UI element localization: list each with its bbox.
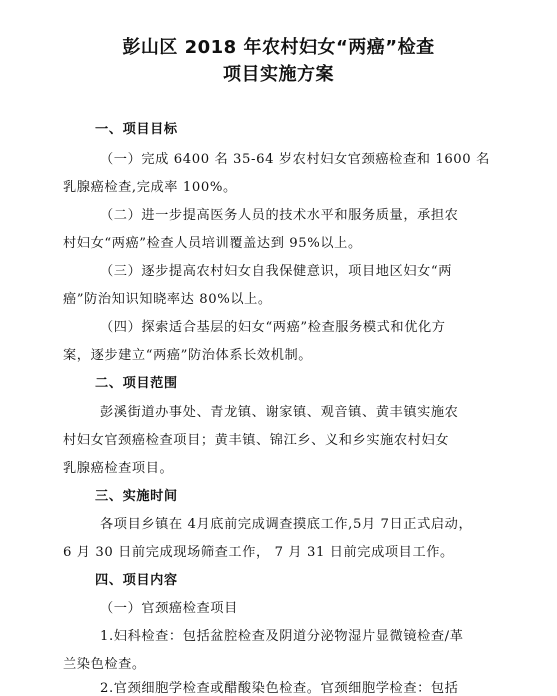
section1-line2: 乳腺癌检查,完成率 100%。 — [63, 180, 237, 195]
section4-line1: 1.妇科检查：包括盆腔检查及阴道分泌物湿片显微镜检查/革 — [100, 629, 464, 644]
section4-heading: 四、项目内容 — [95, 573, 178, 588]
section4-line3: 2.官颈细胞学检查或醋酸染色检查。官颈细胞学检查：包括 — [100, 681, 459, 696]
document-title-line2: 项目实施方案 — [223, 64, 334, 85]
section1-line8: 案，逐步建立“两癌”防治体系长效机制。 — [63, 348, 313, 363]
section1-line5: （三）逐步提高农村妇女自我保健意识，项目地区妇女“两 — [100, 264, 453, 279]
section2-line1: 彭溪街道办事处、青龙镇、谢家镇、观音镇、黄丰镇实施农 — [100, 405, 459, 420]
section2-line3: 乳腺癌检查项目。 — [63, 461, 174, 476]
section1-line7: （四）探索适合基层的妇女“两癌”检查服务模式和优化方 — [100, 320, 446, 335]
section3-heading: 三、实施时间 — [95, 489, 178, 504]
document-title-line1: 彭山区 2018 年农村妇女“两癌”检查 — [122, 37, 435, 58]
section3-line1: 各项目乡镇在 4月底前完成调查摸底工作,5月 7日正式启动， — [100, 517, 473, 532]
section1-heading: 一、项目目标 — [95, 122, 178, 137]
section1-line1: （一）完成 6400 名 35-64 岁农村妇女官颈癌检查和 1600 名 — [100, 152, 490, 167]
section3-line2: 6 月 30 日前完成现场筛查工作， 7 月 31 日前完成项目工作。 — [63, 545, 454, 560]
section1-line6: 癌”防治知识知晓率达 80%以上。 — [63, 292, 272, 307]
section1-line3: （二）进一步提高医务人员的技术水平和服务质量，承担农 — [100, 208, 459, 223]
section4-line2: 兰染色检查。 — [63, 657, 146, 672]
section4-subheading: （一）官颈癌检查项目 — [100, 601, 238, 616]
section1-line4: 村妇女“两癌”检查人员培训覆盖达到 95%以上。 — [63, 236, 362, 251]
section2-heading: 二、项目范围 — [95, 376, 178, 391]
section2-line2: 村妇女官颈癌检查项目；黄丰镇、锦江乡、义和乡实施农村妇女 — [63, 433, 450, 448]
